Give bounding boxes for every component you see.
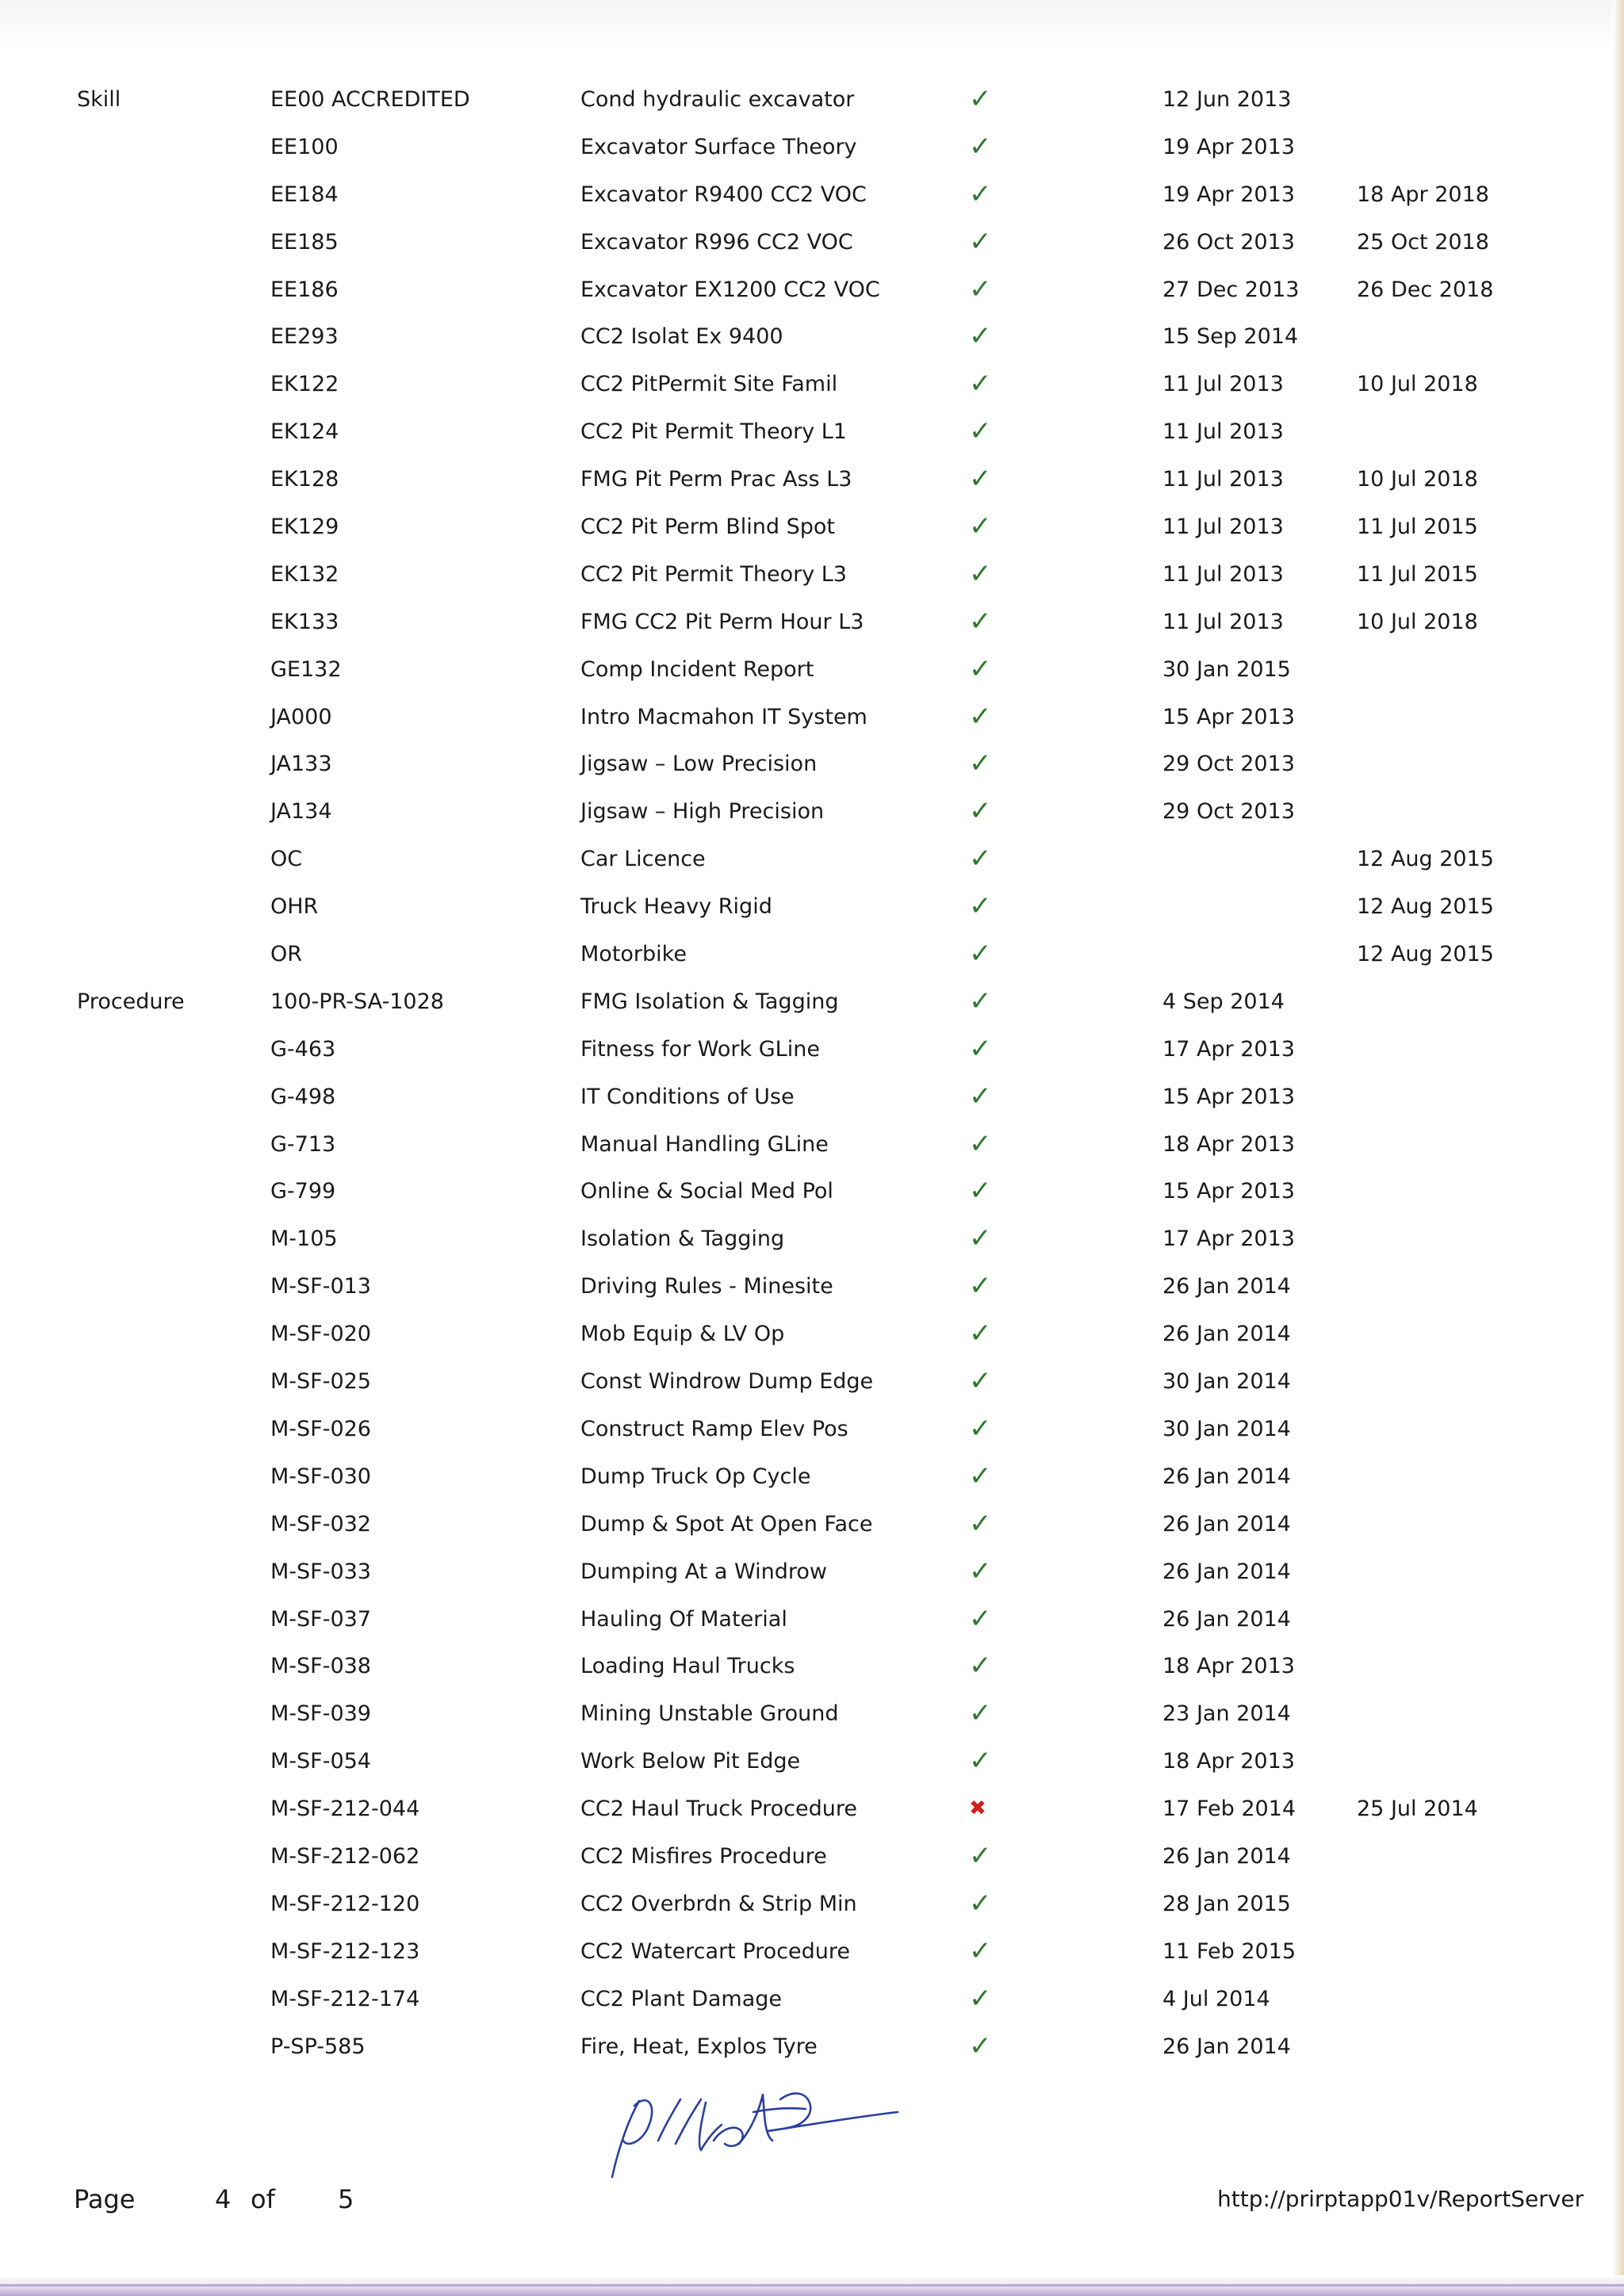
code-cell: M-SF-038 xyxy=(270,1654,371,1679)
description-cell: Construct Ramp Elev Pos xyxy=(580,1416,848,1441)
description-cell: Loading Haul Trucks xyxy=(580,1654,795,1679)
code-cell: M-SF-037 xyxy=(270,1606,371,1632)
table-row xyxy=(0,76,1624,124)
checkmark-icon: ✓ xyxy=(969,843,992,875)
description-cell: Dump Truck Op Cycle xyxy=(580,1464,811,1489)
expiry-date-cell: 26 Dec 2018 xyxy=(1357,277,1494,302)
checkmark-icon: ✓ xyxy=(969,1507,992,1540)
checkmark-icon: ✓ xyxy=(969,1032,992,1065)
completed-date-cell: 30 Jan 2014 xyxy=(1162,1369,1291,1395)
code-cell: EE184 xyxy=(270,182,339,207)
description-cell: FMG Isolation & Tagging xyxy=(580,989,839,1014)
description-cell: Excavator R996 CC2 VOC xyxy=(580,229,853,254)
code-cell: M-SF-212-120 xyxy=(270,1891,420,1916)
code-cell: M-105 xyxy=(270,1226,338,1252)
description-cell: Fire, Heat, Explos Tyre xyxy=(580,2034,818,2059)
table-row xyxy=(0,1215,1624,1263)
table-row xyxy=(0,1785,1624,1833)
code-cell: EK132 xyxy=(270,561,339,587)
code-cell: EK133 xyxy=(270,609,339,634)
code-cell: G-713 xyxy=(270,1131,336,1157)
footer-page-number: 4 xyxy=(215,2184,232,2214)
description-cell: FMG CC2 Pit Perm Hour L3 xyxy=(580,609,864,634)
code-cell: EK128 xyxy=(270,467,339,492)
table-row xyxy=(0,931,1624,978)
completed-date-cell: 27 Dec 2013 xyxy=(1162,277,1300,302)
completed-date-cell: 18 Apr 2013 xyxy=(1162,1654,1295,1679)
table-row xyxy=(0,836,1624,883)
code-cell: EK122 xyxy=(270,372,339,397)
completed-date-cell: 26 Oct 2013 xyxy=(1162,229,1295,254)
code-cell: EK129 xyxy=(270,515,339,540)
description-cell: Intro Macmahon IT System xyxy=(580,704,868,729)
completed-date-cell: 15 Apr 2013 xyxy=(1162,1084,1295,1109)
checkmark-icon: ✓ xyxy=(969,415,992,448)
completed-date-cell: 4 Jul 2014 xyxy=(1162,1986,1270,2011)
completed-date-cell: 26 Jan 2014 xyxy=(1162,1464,1291,1489)
code-cell: M-SF-025 xyxy=(270,1369,371,1395)
table-row xyxy=(0,1738,1624,1785)
completed-date-cell: 4 Sep 2014 xyxy=(1162,989,1285,1014)
table-row xyxy=(0,694,1624,741)
checkmark-icon: ✓ xyxy=(969,511,992,543)
table-row xyxy=(0,1453,1624,1501)
code-cell: M-SF-013 xyxy=(270,1274,371,1299)
table-row xyxy=(0,1406,1624,1453)
completed-date-cell: 30 Jan 2015 xyxy=(1162,656,1291,682)
code-cell: JA134 xyxy=(270,799,332,825)
table-row xyxy=(0,1358,1624,1406)
description-cell: Jigsaw – High Precision xyxy=(580,799,825,825)
expiry-date-cell: 12 Aug 2015 xyxy=(1357,942,1494,967)
description-cell: CC2 Plant Damage xyxy=(580,1986,783,2011)
code-cell: G-463 xyxy=(270,1036,336,1062)
expiry-date-cell: 12 Aug 2015 xyxy=(1357,847,1494,872)
checkmark-icon: ✓ xyxy=(969,985,992,1017)
table-row xyxy=(0,456,1624,503)
checkmark-icon: ✓ xyxy=(969,1127,992,1160)
code-cell: M-SF-026 xyxy=(270,1416,371,1441)
description-cell: Jigsaw – Low Precision xyxy=(580,752,818,777)
table-row xyxy=(0,219,1624,266)
description-cell: CC2 PitPermit Site Famil xyxy=(580,372,838,397)
description-cell: CC2 Isolat Ex 9400 xyxy=(580,324,783,350)
description-cell: CC2 Haul Truck Procedure xyxy=(580,1797,857,1822)
table-row xyxy=(0,1928,1624,1976)
code-cell: M-SF-054 xyxy=(270,1749,371,1774)
description-cell: Excavator Surface Theory xyxy=(580,134,857,159)
code-cell: M-SF-033 xyxy=(270,1559,371,1584)
code-cell: EK124 xyxy=(270,419,339,445)
completed-date-cell: 18 Apr 2013 xyxy=(1162,1749,1295,1774)
description-cell: Truck Heavy Rigid xyxy=(580,894,772,920)
checkmark-icon: ✓ xyxy=(969,368,992,400)
table-row xyxy=(0,1311,1624,1358)
description-cell: CC2 Pit Perm Blind Spot xyxy=(580,515,836,540)
description-cell: Excavator R9400 CC2 VOC xyxy=(580,182,867,207)
description-cell: Driving Rules - Minesite xyxy=(580,1274,833,1299)
checkmark-icon: ✓ xyxy=(969,1080,992,1112)
completed-date-cell: 11 Jul 2013 xyxy=(1162,515,1284,540)
code-cell: EE293 xyxy=(270,324,339,350)
description-cell: CC2 Overbrdn & Strip Min xyxy=(580,1891,857,1916)
table-row xyxy=(0,503,1624,551)
table-row xyxy=(0,313,1624,361)
checkmark-icon: ✓ xyxy=(969,320,992,353)
table-row xyxy=(0,1643,1624,1690)
checkmark-icon: ✓ xyxy=(969,557,992,590)
table-row xyxy=(0,171,1624,219)
completed-date-cell: 19 Apr 2013 xyxy=(1162,134,1295,159)
completed-date-cell: 11 Jul 2013 xyxy=(1162,419,1284,445)
checkmark-icon: ✓ xyxy=(969,1555,992,1587)
code-cell: M-SF-212-123 xyxy=(270,1938,420,1964)
code-cell: P-SP-585 xyxy=(270,2034,366,2059)
code-cell: G-799 xyxy=(270,1179,336,1204)
checkmark-icon: ✓ xyxy=(969,1270,992,1303)
checkmark-icon: ✓ xyxy=(969,1223,992,1255)
description-cell: Dump & Spot At Open Face xyxy=(580,1511,873,1536)
code-cell: EE186 xyxy=(270,277,339,302)
scan-top-shading xyxy=(0,0,1624,48)
code-cell: JA133 xyxy=(270,752,332,777)
table-row xyxy=(0,646,1624,694)
table-row xyxy=(0,1548,1624,1596)
description-cell: CC2 Pit Permit Theory L3 xyxy=(580,561,847,587)
description-cell: Fitness for Work GLine xyxy=(580,1036,820,1062)
completed-date-cell: 11 Jul 2013 xyxy=(1162,561,1284,587)
code-cell: G-498 xyxy=(270,1084,336,1109)
code-cell: M-SF-212-174 xyxy=(270,1986,420,2011)
code-cell: EE100 xyxy=(270,134,339,159)
completed-date-cell: 26 Jan 2014 xyxy=(1162,1843,1291,1869)
expiry-date-cell: 10 Jul 2018 xyxy=(1357,467,1478,492)
table-row xyxy=(0,1690,1624,1738)
completed-date-cell: 30 Jan 2014 xyxy=(1162,1416,1291,1441)
description-cell: Comp Incident Report xyxy=(580,656,814,682)
description-cell: Mining Unstable Ground xyxy=(580,1701,839,1727)
completed-date-cell: 17 Apr 2013 xyxy=(1162,1036,1295,1062)
checkmark-icon: ✓ xyxy=(969,1460,992,1492)
code-cell: M-SF-032 xyxy=(270,1511,371,1536)
completed-date-cell: 12 Jun 2013 xyxy=(1162,87,1292,112)
checkmark-icon: ✓ xyxy=(969,890,992,923)
checkmark-icon: ✓ xyxy=(969,795,992,828)
code-cell: GE132 xyxy=(270,656,342,682)
code-cell: EE00 ACCREDITED xyxy=(270,87,470,112)
code-cell: 100-PR-SA-1028 xyxy=(270,989,444,1014)
table-row xyxy=(0,788,1624,836)
table-row xyxy=(0,1026,1624,1073)
checkmark-icon: ✓ xyxy=(969,1745,992,1777)
code-cell: M-SF-212-062 xyxy=(270,1843,420,1869)
checkmark-icon: ✓ xyxy=(969,605,992,637)
description-cell: Hauling Of Material xyxy=(580,1606,787,1632)
footer-total-pages: 5 xyxy=(338,2184,354,2214)
description-cell: Motorbike xyxy=(580,942,687,967)
completed-date-cell: 26 Jan 2014 xyxy=(1162,1274,1291,1299)
table-row xyxy=(0,551,1624,599)
checkmark-icon: ✓ xyxy=(969,1602,992,1635)
description-cell: CC2 Misfires Procedure xyxy=(580,1843,827,1869)
page-edge-bottom xyxy=(0,2275,1624,2296)
expiry-date-cell: 11 Jul 2015 xyxy=(1357,561,1478,587)
code-cell: EE185 xyxy=(270,229,339,254)
table-row xyxy=(0,1833,1624,1881)
table-row xyxy=(0,361,1624,408)
description-cell: Work Below Pit Edge xyxy=(580,1749,801,1774)
checkmark-icon: ✓ xyxy=(969,83,992,115)
expiry-date-cell: 10 Jul 2018 xyxy=(1357,609,1478,634)
description-cell: Online & Social Med Pol xyxy=(580,1179,833,1204)
table-row xyxy=(0,1263,1624,1311)
description-cell: Const Windrow Dump Edge xyxy=(580,1369,874,1395)
completed-date-cell: 11 Jul 2013 xyxy=(1162,467,1284,492)
checkmark-icon: ✓ xyxy=(969,748,992,780)
checkmark-icon: ✓ xyxy=(969,1175,992,1207)
description-cell: FMG Pit Perm Prac Ass L3 xyxy=(580,467,852,492)
checkmark-icon: ✓ xyxy=(969,652,992,685)
checkmark-icon: ✓ xyxy=(969,1318,992,1350)
description-cell: Car Licence xyxy=(580,847,706,872)
completed-date-cell: 26 Jan 2014 xyxy=(1162,2034,1291,2059)
completed-date-cell: 29 Oct 2013 xyxy=(1162,799,1295,825)
table-row xyxy=(0,266,1624,314)
code-cell: OR xyxy=(270,942,303,967)
checkmark-icon: ✓ xyxy=(969,1412,992,1445)
checkmark-icon: ✓ xyxy=(969,2030,992,2062)
expiry-date-cell: 11 Jul 2015 xyxy=(1357,515,1478,540)
table-row xyxy=(0,1073,1624,1121)
table-row xyxy=(0,1881,1624,1928)
checkmark-icon: ✓ xyxy=(969,938,992,970)
footer-page-label: Page xyxy=(74,2184,136,2214)
table-row xyxy=(0,883,1624,931)
table-row xyxy=(0,599,1624,646)
handwritten-signature xyxy=(603,2068,904,2187)
table-row xyxy=(0,1168,1624,1215)
table-row xyxy=(0,1121,1624,1169)
description-cell: CC2 Watercart Procedure xyxy=(580,1938,851,1964)
training-record-table xyxy=(0,76,1624,2070)
completed-date-cell: 18 Apr 2013 xyxy=(1162,1131,1295,1157)
code-cell: OC xyxy=(270,847,303,872)
checkmark-icon: ✓ xyxy=(969,225,992,258)
completed-date-cell: 28 Jan 2015 xyxy=(1162,1891,1291,1916)
checkmark-icon: ✓ xyxy=(969,178,992,210)
checkmark-icon: ✓ xyxy=(969,463,992,496)
completed-date-cell: 29 Oct 2013 xyxy=(1162,752,1295,777)
description-cell: IT Conditions of Use xyxy=(580,1084,795,1109)
code-cell: M-SF-212-044 xyxy=(270,1797,420,1822)
completed-date-cell: 26 Jan 2014 xyxy=(1162,1322,1291,1347)
description-cell: Manual Handling GLine xyxy=(580,1131,829,1157)
expiry-date-cell: 25 Oct 2018 xyxy=(1357,229,1489,254)
completed-date-cell: 26 Jan 2014 xyxy=(1162,1559,1291,1584)
completed-date-cell: 15 Apr 2013 xyxy=(1162,1179,1295,1204)
table-row xyxy=(0,2023,1624,2071)
completed-date-cell: 26 Jan 2014 xyxy=(1162,1511,1291,1536)
completed-date-cell: 11 Feb 2015 xyxy=(1162,1938,1297,1964)
checkmark-icon: ✓ xyxy=(969,1365,992,1398)
completed-date-cell: 19 Apr 2013 xyxy=(1162,182,1295,207)
completed-date-cell: 26 Jan 2014 xyxy=(1162,1606,1291,1632)
completed-date-cell: 23 Jan 2014 xyxy=(1162,1701,1291,1727)
category-cell: Skill xyxy=(77,87,121,112)
completed-date-cell: 11 Jul 2013 xyxy=(1162,372,1284,397)
description-cell: Mob Equip & LV Op xyxy=(580,1322,785,1347)
checkmark-icon: ✓ xyxy=(969,1697,992,1730)
completed-date-cell: 15 Sep 2014 xyxy=(1162,324,1299,350)
completed-date-cell: 11 Jul 2013 xyxy=(1162,609,1284,634)
description-cell: Excavator EX1200 CC2 VOC xyxy=(580,277,880,302)
expiry-date-cell: 10 Jul 2018 xyxy=(1357,372,1478,397)
table-row xyxy=(0,1501,1624,1548)
expiry-date-cell: 25 Jul 2014 xyxy=(1357,1797,1478,1822)
cross-icon: ✖ xyxy=(969,1797,986,1821)
table-row xyxy=(0,1976,1624,2023)
footer-of-label: of xyxy=(251,2184,275,2214)
code-cell: M-SF-030 xyxy=(270,1464,371,1489)
category-cell: Procedure xyxy=(77,989,185,1014)
table-row xyxy=(0,978,1624,1026)
code-cell: M-SF-039 xyxy=(270,1701,371,1727)
checkmark-icon: ✓ xyxy=(969,700,992,733)
checkmark-icon: ✓ xyxy=(969,1934,992,1967)
checkmark-icon: ✓ xyxy=(969,1650,992,1682)
footer-report-url: http://prirptapp01v/ReportServer xyxy=(1217,2186,1584,2212)
code-cell: M-SF-020 xyxy=(270,1322,371,1347)
description-cell: Dumping At a Windrow xyxy=(580,1559,827,1584)
description-cell: Cond hydraulic excavator xyxy=(580,87,855,112)
completed-date-cell: 17 Apr 2013 xyxy=(1162,1226,1295,1252)
completed-date-cell: 15 Apr 2013 xyxy=(1162,704,1295,729)
expiry-date-cell: 18 Apr 2018 xyxy=(1357,182,1489,207)
expiry-date-cell: 12 Aug 2015 xyxy=(1357,894,1494,920)
table-row xyxy=(0,124,1624,171)
checkmark-icon: ✓ xyxy=(969,273,992,305)
table-row xyxy=(0,408,1624,456)
table-row xyxy=(0,740,1624,788)
checkmark-icon: ✓ xyxy=(969,1887,992,1919)
code-cell: OHR xyxy=(270,894,319,920)
code-cell: JA000 xyxy=(270,704,332,729)
checkmark-icon: ✓ xyxy=(969,1839,992,1872)
table-row xyxy=(0,1596,1624,1644)
description-cell: Isolation & Tagging xyxy=(580,1226,785,1252)
checkmark-icon: ✓ xyxy=(969,130,992,163)
completed-date-cell: 17 Feb 2014 xyxy=(1162,1797,1297,1822)
checkmark-icon: ✓ xyxy=(969,1982,992,2015)
description-cell: CC2 Pit Permit Theory L1 xyxy=(580,419,847,445)
